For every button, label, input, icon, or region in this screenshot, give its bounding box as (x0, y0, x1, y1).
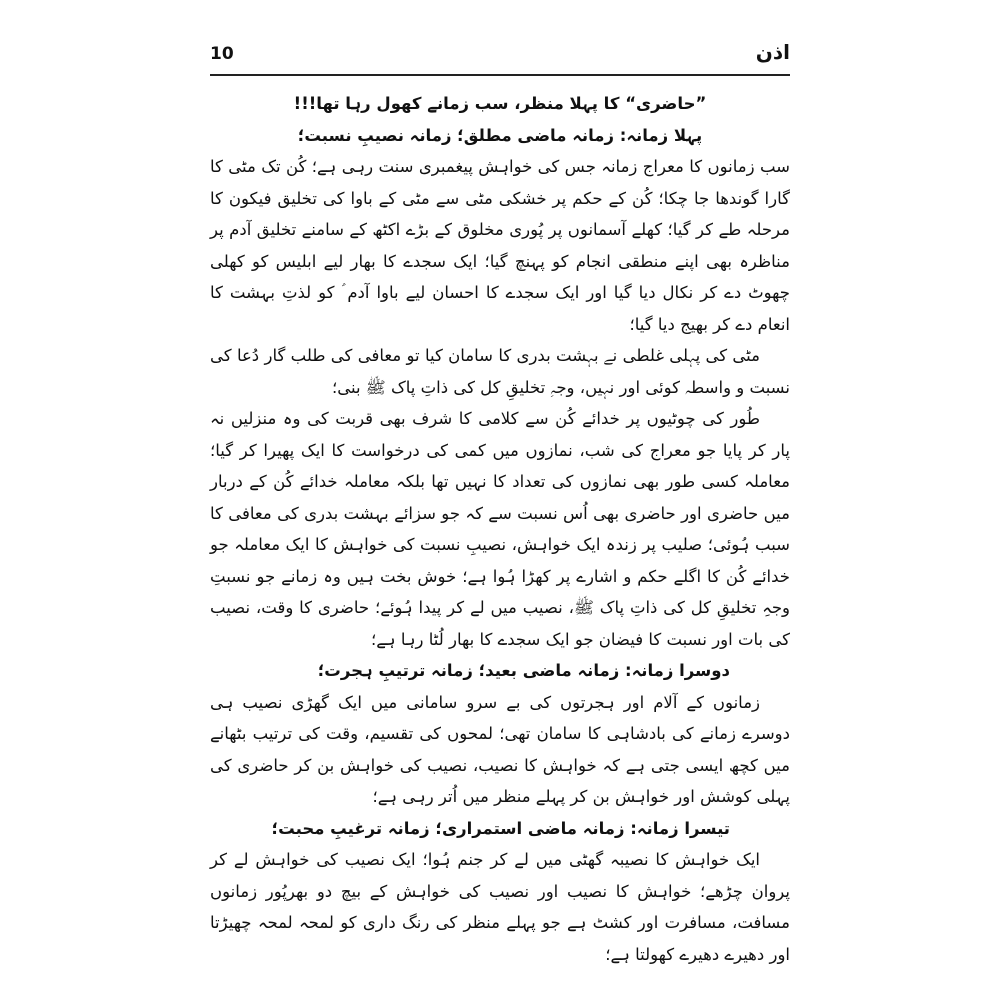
section-heading-second-era: دوسرا زمانہ: زمانہ ماضی بعید؛ زمانہ ترتیبِ ہجرت؛ (317, 661, 730, 680)
page-header (210, 40, 790, 76)
page-number: 10 (210, 44, 234, 64)
book-title: اذن (755, 40, 790, 64)
paragraph: سب زمانوں کا معراج زمانہ جس کی خواہش پیغمبری سنت رہی ہے؛ کُن تک مٹی کا گارا گوندھا جا چکا؛ کُن کے حکم پر خشکی مٹی سے مٹی کے باوا کی تخلیق فیکون کا مرحلہ طے کر گیا؛ کھلے آسمانوں پر پُوری مخلوق کے بڑے اکٹھ کے سامنے تخلیق آدم پر مناظرہ بھی اپنے منطقی انجام کو پہنچ گیا؛ ایک سجدے کا بھار لیے ابلیس کو کھلی چھوٹ دے کر نکال دیا گیا اور ایک سجدے کا احسان لیے باوا آدم ؑ کو لذتِ بہشت کا انعام دے کر بھیج دیا گیا؛ (210, 157, 790, 334)
section-heading-first-era: پہلا زمانہ: زمانہ ماضی مطلق؛ زمانہ نصیبِ نسبت؛ (297, 125, 703, 145)
section-heading-third-era: تیسرا زمانہ: زمانہ ماضی استمراری؛ زمانہ ترغیبِ محبت؛ (271, 818, 730, 838)
paragraph: مٹی کی پہلی غلطی نے بہشت بدری کا سامان کیا تو معافی کی طلب گار دُعا کی نسبت و واسطہ کوئی اور نہیں، وجہِ تخلیقِ کل کی ذاتِ پاک ﷺ بنی؛ (210, 346, 790, 397)
paragraph: طُور کی چوٹیوں پر خدائے کُن سے کلامی کا شرف بھی قربت کی وہ منزلیں نہ پار کر پایا جو معراج کی شب، نمازوں میں کمی کی درخواست کا ایک پھیرا کر گیا؛ معاملہ کسی طور بھی نمازوں کی تعداد کا نہیں تھا بلکہ معاملہ خدائے کُن کے دربار میں حاضری اور حاضری بھی اُس نسبت سے کہ جو سزائے بہشت بدری کی معافی کا سبب ہُوئی؛ صلیب پر زندہ ایک خواہش، نصیبِ نسبت کی خواہش کا ایک معاملہ جو خدائے کُن کا اگلے حکم و اشارے پر کھڑا ہُوا ہے؛ خوش بخت ہیں وہ زمانے جو نسبتِ وجہِ تخلیقِ کل کی ذاتِ پاک ﷺ، نصیب میں لے کر پیدا ہُوئے؛ حاضری کا وقت، نصیب کی بات اور نسبت کا فیضان جو ایک سجدے کا بھار لُٹا رہا ہے؛ (210, 409, 790, 649)
page-content (210, 88, 790, 970)
paragraph: زمانوں کے آلام اور ہجرتوں کی بے سرو سامانی میں ایک گھڑی نصیب ہی دوسرے زمانے کی بادشاہی کا سامان تھی؛ لمحوں کی تقسیم، وقت کی ترتیب بٹھانے میں کچھ ایسی جتی ہے کہ خواہش کا نصیب، نصیب کی خواہش بن کر حاضری کی پہلی کوشش اور خواہش بن کر پہلے منظر میں اُتر رہی ہے؛ (210, 692, 790, 806)
main-heading: ”حاضری“ کا پہلا منظر، سب زمانے کھول رہا تھا!!! (293, 94, 707, 113)
document-page (210, 40, 790, 970)
paragraph: ایک خواہش کا نصیبہ گھٹی میں لے کر جنم ہُوا؛ ایک نصیب کی خواہش لے کر پروان چڑھے؛ خواہش کا نصیب اور نصیب کی خواہش کے بیچ دو بھرپُور زمانوں مسافت، مسافرت اور کشٹ ہے جو پہلے منظر کی رنگ داری کو لمحہ لمحہ چھیڑتا اور دھیرے دھیرے کھولتا ہے؛ (210, 850, 790, 964)
